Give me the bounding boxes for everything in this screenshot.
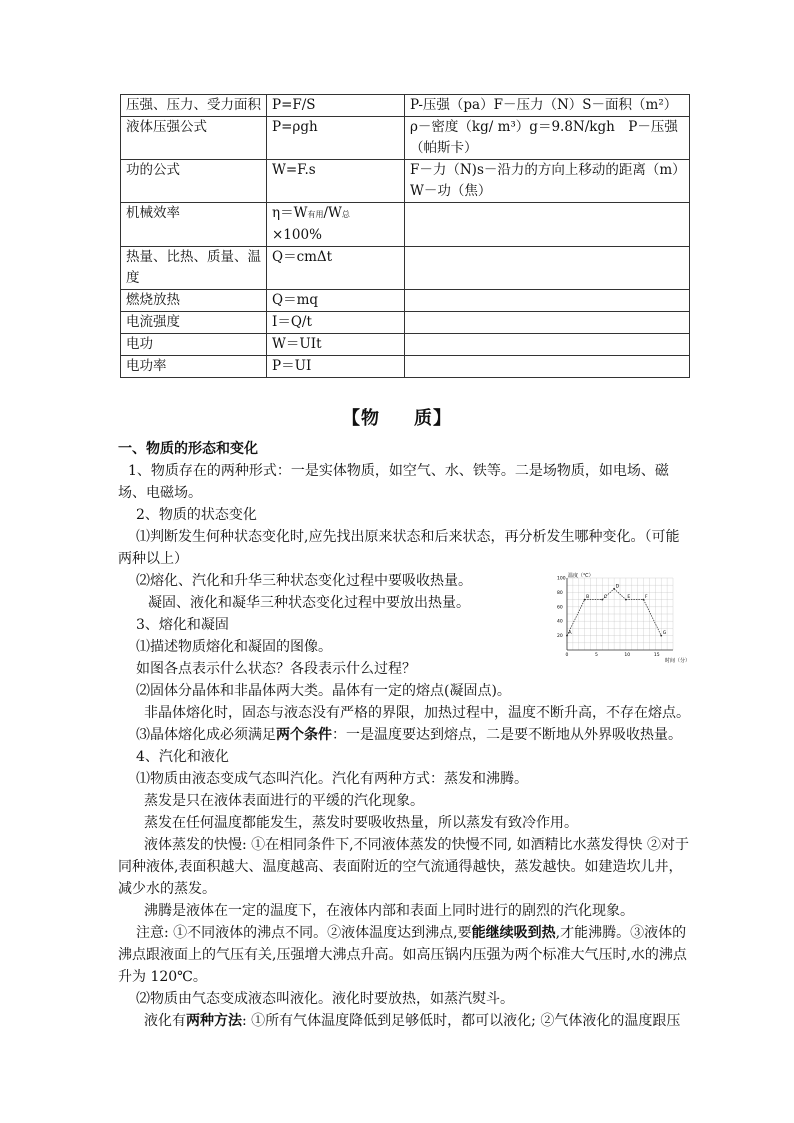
paragraph: 4、汽化和液化: [136, 749, 229, 765]
table-cell-formula: [267, 203, 405, 247]
paragraph: 液体蒸发的快慢: ①在相同条件下,不同液体蒸发的快慢不同, 如酒精比水蒸发得快 ②对于同种液体,表面积越大、温度越高、表面附近的空气流通得越快，蒸发越快。如建造坎儿井，减少水的蒸发。: [118, 837, 689, 897]
table-cell-note: ρ－密度（kg/ m³）g＝9.8N/kgh P－压强（帕斯卡）: [405, 117, 690, 160]
y-tick-label: 100: [557, 576, 566, 582]
table-cell-name: 电功率: [121, 356, 267, 378]
table-row: [121, 290, 690, 312]
paragraph: 沸腾是液体在一定的温度下，在液体内部和表面上同时进行的剧烈的汽化现象。: [144, 903, 634, 919]
formula-subscript: 总: [341, 210, 350, 219]
table-cell-formula: W＝UIt: [267, 334, 405, 356]
text-run: ⑶晶体熔化成必须满足: [136, 727, 276, 743]
text-run-bold: 两种方法: [186, 1013, 242, 1029]
paragraph: 1、物质存在的两种形式：一是实体物质，如空气、水、铁等。二是场物质，如电场、磁场、电磁场。: [118, 463, 669, 501]
table-cell-formula: P=F/S: [267, 95, 405, 117]
paragraph: ⑵物质由气态变成液态叫液化。液化时要放热，如蒸汽熨斗。: [136, 991, 514, 1007]
table-cell-formula: I＝Q/t: [267, 312, 405, 334]
text-run: 注意: ①不同液体的沸点不同。②液体温度达到沸点,要: [136, 925, 472, 941]
table-cell-note: [405, 247, 690, 290]
table-cell-note: [405, 290, 690, 312]
y-tick-label: 80: [557, 590, 563, 596]
section-title-left: 【物: [342, 408, 380, 429]
note-line: W－功（焦）: [410, 183, 492, 199]
chart-x-title: 时间（分）: [665, 658, 690, 664]
table-row: [121, 160, 690, 203]
section-title: [0, 404, 794, 430]
formula-subscript: 有用: [307, 210, 324, 219]
table-cell-name: 燃烧放热: [121, 290, 267, 312]
formula-part: /W: [323, 205, 342, 221]
text-run: ：一是温度要达到熔点，二是要不断地从外界吸收热量。: [332, 727, 682, 743]
table-row: [121, 334, 690, 356]
point-label: B: [586, 595, 590, 601]
table-row: [121, 117, 690, 160]
text-run-bold: 两个条件: [276, 727, 332, 743]
point-label: G: [662, 631, 667, 637]
table-cell-name: 电功: [121, 334, 267, 356]
x-tick-label: 10: [624, 653, 631, 658]
note-line: F－力（N)s－沿力的方向上移动的距离（m）: [410, 162, 686, 178]
table-cell-name: 机械效率: [121, 203, 267, 247]
paragraph: 凝固、液化和凝华三种状态变化过程中要放出热量。: [148, 595, 470, 611]
series-segment: [644, 600, 662, 636]
paragraph: 非晶体熔化时，固态与液态没有严格的界限，加热过程中，温度不断升高，不存在熔点。: [144, 705, 690, 721]
y-tick-label: 40: [557, 619, 563, 625]
x-tick-label: 15: [653, 653, 660, 658]
point-label: A: [568, 631, 572, 637]
paragraph: ⑵熔化、汽化和升华三种状态变化过程中要吸收热量。: [136, 573, 472, 589]
table-cell-note: P-压强（pa）F－压力（N）S－面积（m²）: [405, 95, 690, 117]
x-tick-label: 0: [565, 653, 569, 658]
table-cell-name: 电流强度: [121, 312, 267, 334]
paragraph: 3、熔化和凝固: [136, 617, 229, 633]
paragraph: 2、物质的状态变化: [136, 507, 257, 523]
table-cell-name: 压强、压力、受力面积: [121, 95, 267, 117]
table-cell-note: [405, 203, 690, 247]
paragraph: 如图各点表示什么状态？各段表示什么过程？: [136, 661, 416, 677]
heading: 一、物质的形态和变化: [118, 441, 258, 457]
content-body: [118, 438, 690, 1032]
text-run: ,才能沸腾。③液体的沸点跟液面上的气压有关,压强增大沸点升高。如高压锅内压强为两个标准大气压时,水的沸点升为 120℃。: [118, 925, 687, 985]
paragraph: 蒸发是只在液体表面进行的平缓的汽化现象。: [144, 793, 424, 809]
paragraph: ⑴描述物质熔化和凝固的图像。: [136, 639, 332, 655]
text-run-bold: 能继续吸到热: [471, 925, 556, 941]
table-row: [121, 203, 690, 247]
table-cell-note: [405, 312, 690, 334]
formula-part: ×100%: [272, 227, 322, 243]
melting-curve-chart: [555, 572, 690, 664]
table-cell-note: [405, 334, 690, 356]
paragraph: [118, 1010, 690, 1032]
table-cell-formula: Q＝cmΔt: [267, 247, 405, 290]
section-title-right: 质】: [414, 408, 452, 429]
chart-y-title: 温度（℃）: [568, 573, 594, 579]
formula-part: η＝W: [272, 205, 308, 221]
paragraph: ⑴物质由液态变成气态叫汽化。汽化有两种方式：蒸发和沸腾。: [136, 771, 528, 787]
table-cell-formula: P＝UI: [267, 356, 405, 378]
table-cell-note: [405, 160, 690, 203]
y-tick-label: 20: [557, 634, 563, 640]
paragraph: ⑵固体分晶体和非晶体两大类。晶体有一定的熔点(凝固点)。: [136, 683, 511, 699]
x-tick-label: 5: [594, 653, 598, 658]
paragraph: [118, 922, 690, 988]
paragraph: 蒸发在任何温度都能发生，蒸发时要吸收热量，所以蒸发有致冷作用。: [144, 815, 578, 831]
table-row: [121, 95, 690, 117]
point-label: C: [603, 595, 607, 601]
point-label: F: [645, 595, 648, 601]
table-cell-formula: P=ρgh: [267, 117, 405, 160]
table-row: [121, 312, 690, 334]
table-row: [121, 247, 690, 290]
table-cell-formula: Q＝mq: [267, 290, 405, 312]
table-row: [121, 356, 690, 378]
table-cell-name: 液体压强公式: [121, 117, 267, 160]
table-cell-formula: W=F.s: [267, 160, 405, 203]
y-tick-label: 60: [557, 605, 563, 611]
point-label: D: [615, 584, 620, 590]
paragraph: [118, 724, 690, 746]
point-label: E: [627, 595, 631, 601]
formula-table: [120, 94, 690, 378]
table-cell-name: 功的公式: [121, 160, 267, 203]
table-cell-note: [405, 356, 690, 378]
text-run: 液化有: [144, 1013, 186, 1029]
text-run: : ①所有气体温度降低到足够低时，都可以液化; ②气体液化的温度跟压: [242, 1013, 681, 1029]
paragraph: ⑴判断发生何种状态变化时,应先找出原来状态和后来状态，再分析发生哪种变化。（可能两种以上）: [118, 529, 680, 567]
table-cell-name: 热量、比热、质量、温度: [121, 247, 267, 290]
